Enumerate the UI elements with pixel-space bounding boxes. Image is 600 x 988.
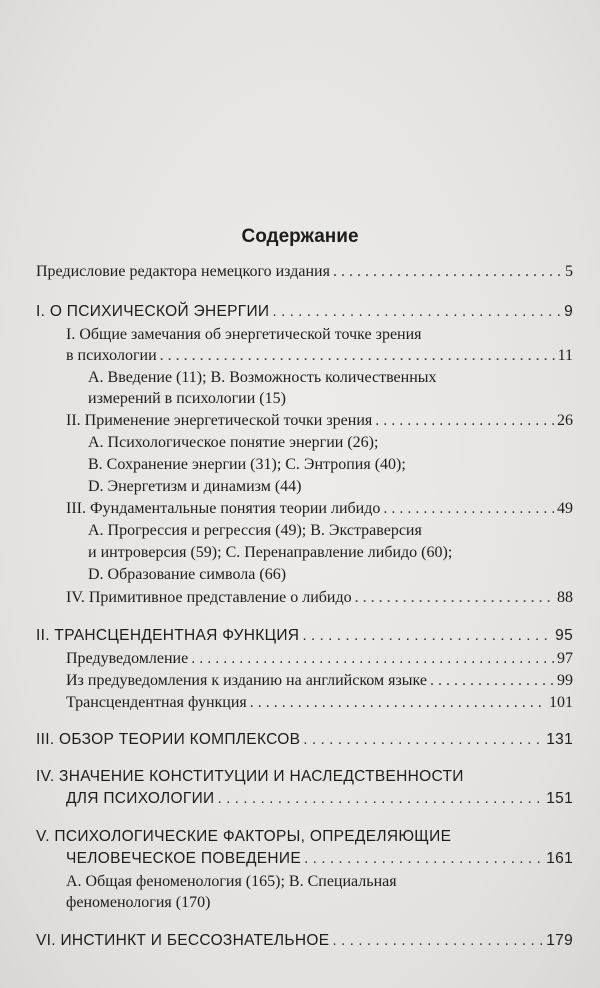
toc-entry-title: I. Общие замечания об энергетической точке зрения <box>66 326 422 343</box>
toc-entry-title: D. Энергетизм и динамизм (44) <box>88 478 302 495</box>
toc-page-number: 101 <box>549 694 573 711</box>
dot-leader <box>375 411 554 431</box>
toc-page-number: 131 <box>546 731 573 748</box>
toc-page-number: 179 <box>546 932 573 949</box>
toc-entry-title: D. Образование символа (66) <box>88 566 287 583</box>
toc-line <box>36 931 573 951</box>
toc-entry-title: ДЛЯ ПСИХОЛОГИИ <box>66 790 215 807</box>
toc-line <box>36 626 573 646</box>
toc-page-number: 5 <box>565 263 573 280</box>
toc-entry-title: III. Фундаментальные понятия теории либидо <box>66 500 381 517</box>
toc-entry-title: A. Введение (11); B. Возможность количественных <box>88 369 437 386</box>
dot-leader <box>332 931 543 951</box>
dot-leader <box>383 499 554 519</box>
toc-page-number: 88 <box>557 589 573 606</box>
toc-page-number: 49 <box>557 500 573 517</box>
toc-page-number: 97 <box>557 650 573 667</box>
toc-line <box>66 789 573 809</box>
toc-page-number: 11 <box>557 347 573 364</box>
toc-entry-title: B. Сохранение энергии (31); C. Энтропия (40); <box>88 456 406 473</box>
dot-leader <box>191 649 554 669</box>
toc-line <box>66 346 573 366</box>
toc-line <box>88 389 286 409</box>
page-title: Содержание <box>241 226 359 247</box>
dot-leader <box>272 302 561 322</box>
toc-entry-title: Из предуведомления к изданию на английском языке <box>66 672 428 689</box>
dot-leader <box>333 262 562 282</box>
dot-leader <box>160 346 555 366</box>
toc-line <box>88 368 437 388</box>
toc-entry-title: A. Общая феноменология (165); B. Специальная <box>66 873 397 890</box>
toc-page-number: 99 <box>557 672 573 689</box>
toc-line <box>66 671 573 691</box>
dot-leader <box>303 730 543 750</box>
toc-entry-title: и интроверсия (59); C. Перенаправление либидо (60); <box>88 544 453 561</box>
toc-line <box>88 521 422 541</box>
toc-line <box>66 411 573 431</box>
dot-leader <box>217 789 543 809</box>
toc-entry-title: в психологии <box>66 347 157 364</box>
toc-line <box>88 433 378 453</box>
toc-line <box>66 499 573 519</box>
toc-page-number: 95 <box>555 627 573 644</box>
dot-leader <box>302 626 552 646</box>
toc-line <box>88 543 452 563</box>
dot-leader <box>250 693 546 713</box>
toc-entry-title: V. ПСИХОЛОГИЧЕСКИЕ ФАКТОРЫ, ОПРЕДЕЛЯЮЩИЕ <box>36 828 452 845</box>
toc-line <box>66 693 573 713</box>
toc-page-number: 161 <box>546 850 573 867</box>
toc-line <box>66 649 573 669</box>
toc-line <box>66 325 422 345</box>
toc-line <box>88 455 406 475</box>
toc-line <box>36 302 573 322</box>
toc-entry-title: VI. ИНСТИНКТ И БЕССОЗНАТЕЛЬНОЕ <box>36 932 330 949</box>
toc-line <box>66 893 210 913</box>
toc-entry-title: I. О ПСИХИЧЕСКОЙ ЭНЕРГИИ <box>36 303 270 320</box>
toc-entry-title: II. ТРАНСЦЕНДЕНТНАЯ ФУНКЦИЯ <box>36 627 300 644</box>
toc-line <box>88 477 302 497</box>
toc-entry-title: A. Психологическое понятие энергии (26); <box>88 434 379 451</box>
toc-line <box>66 849 573 869</box>
toc-page-number: 151 <box>546 790 573 807</box>
dot-leader <box>304 849 543 869</box>
dot-leader <box>430 671 554 691</box>
toc-entry-title: III. ОБЗОР ТЕОРИИ КОМПЛЕКСОВ <box>36 731 301 748</box>
toc-line <box>36 827 451 847</box>
toc-entry-title: Предисловие редактора немецкого издания <box>36 263 330 280</box>
toc-line <box>88 565 286 585</box>
toc-page-number: 9 <box>564 303 573 320</box>
toc-entry-title: II. Применение энергетической точки зрения <box>66 412 373 429</box>
toc-line <box>36 730 573 750</box>
dot-leader <box>355 588 554 608</box>
toc-entry-title: IV. Примитивное представление о либидо <box>66 589 352 606</box>
toc-line <box>66 872 397 892</box>
toc-line <box>36 262 573 282</box>
toc-line <box>36 767 464 787</box>
toc-entry-title: феноменология (170) <box>66 894 211 911</box>
toc-entry-title: Предуведомление <box>66 650 189 667</box>
toc-entry-title: ЧЕЛОВЕЧЕСКОЕ ПОВЕДЕНИЕ <box>66 850 301 867</box>
toc-entry-title: IV. ЗНАЧЕНИЕ КОНСТИТУЦИИ И НАСЛЕДСТВЕННОСТИ <box>36 768 464 785</box>
toc-entry-title: измерений в психологии (15) <box>88 390 286 407</box>
toc-line <box>66 588 573 608</box>
toc-entry-title: Трансцендентная функция <box>66 694 247 711</box>
toc-page-number: 26 <box>557 412 573 429</box>
toc-entry-title: A. Прогрессия и регрессия (49); B. Экстраверсия <box>88 522 422 539</box>
